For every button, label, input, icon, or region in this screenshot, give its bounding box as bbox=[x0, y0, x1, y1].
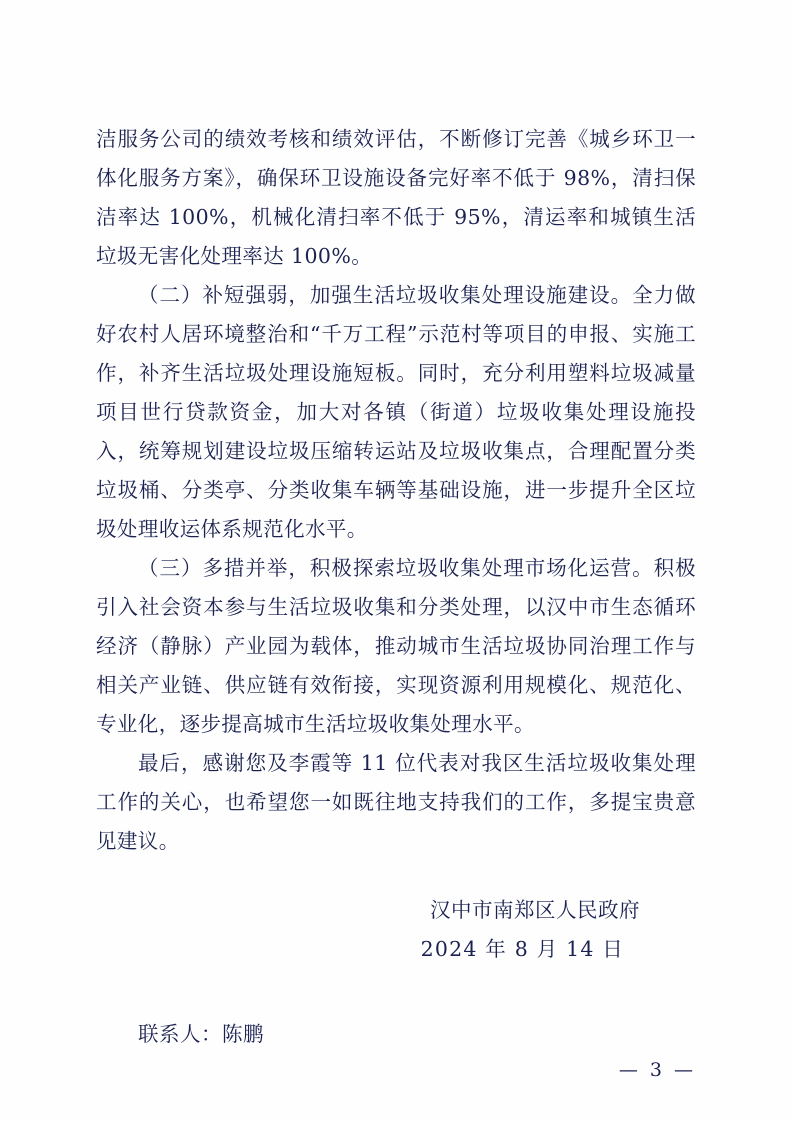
signature-block bbox=[96, 891, 696, 969]
signature-organization: 汉中市南郑区人民政府 bbox=[430, 898, 640, 922]
paragraph-section-two: （二）补短强弱，加强生活垃圾收集处理设施建设。全力做好农村人居环境整治和“千万工程”示范村等项目的申报、实施工作，补齐生活垃圾处理设施短板。同时，充分利用塑料垃圾减量项目世行贷款资金，加大对各镇（街道）垃圾收集处理设施投入，统筹规划建设垃圾压缩转运站及垃圾收集点，合理配置分类垃圾桶、分类亭、分类收集车辆等基础设施，进一步提升全区垃圾处理收运体系规范化水平。 bbox=[96, 283, 696, 541]
signature-date: 2024 年 8 月 14 日 bbox=[420, 937, 624, 961]
paragraph-section-three: （三）多措并举，积极探索垃圾收集处理市场化运营。积极引入社会资本参与生活垃圾收集和分类处理，以汉中市生态循环经济（静脉）产业园为载体，推动城市生活垃圾协同治理工作与相关产业链、供应链有效衔接，实现资源利用规模化、规范化、专业化，逐步提高城市生活垃圾收集处理水平。 bbox=[96, 556, 696, 736]
paragraph-closing: 最后，感谢您及李霞等 11 位代表对我区生活垃圾收集处理工作的关心，也希望您一如既往地支持我们的工作，多提宝贵意见建议。 bbox=[96, 751, 696, 853]
paragraph-continuation: 洁服务公司的绩效考核和绩效评估，不断修订完善《城乡环卫一体化服务方案》，确保环卫设施设备完好率不低于 98%，清扫保洁率达 100%，机械化清扫率不低于 95%，清运率和城镇生活垃圾无害化处理率达 100%。 bbox=[96, 127, 696, 268]
contact-person: 联系人：陈鹏 bbox=[138, 1022, 264, 1046]
page-number: — 3 — bbox=[618, 1059, 696, 1081]
document-body bbox=[96, 120, 696, 1054]
